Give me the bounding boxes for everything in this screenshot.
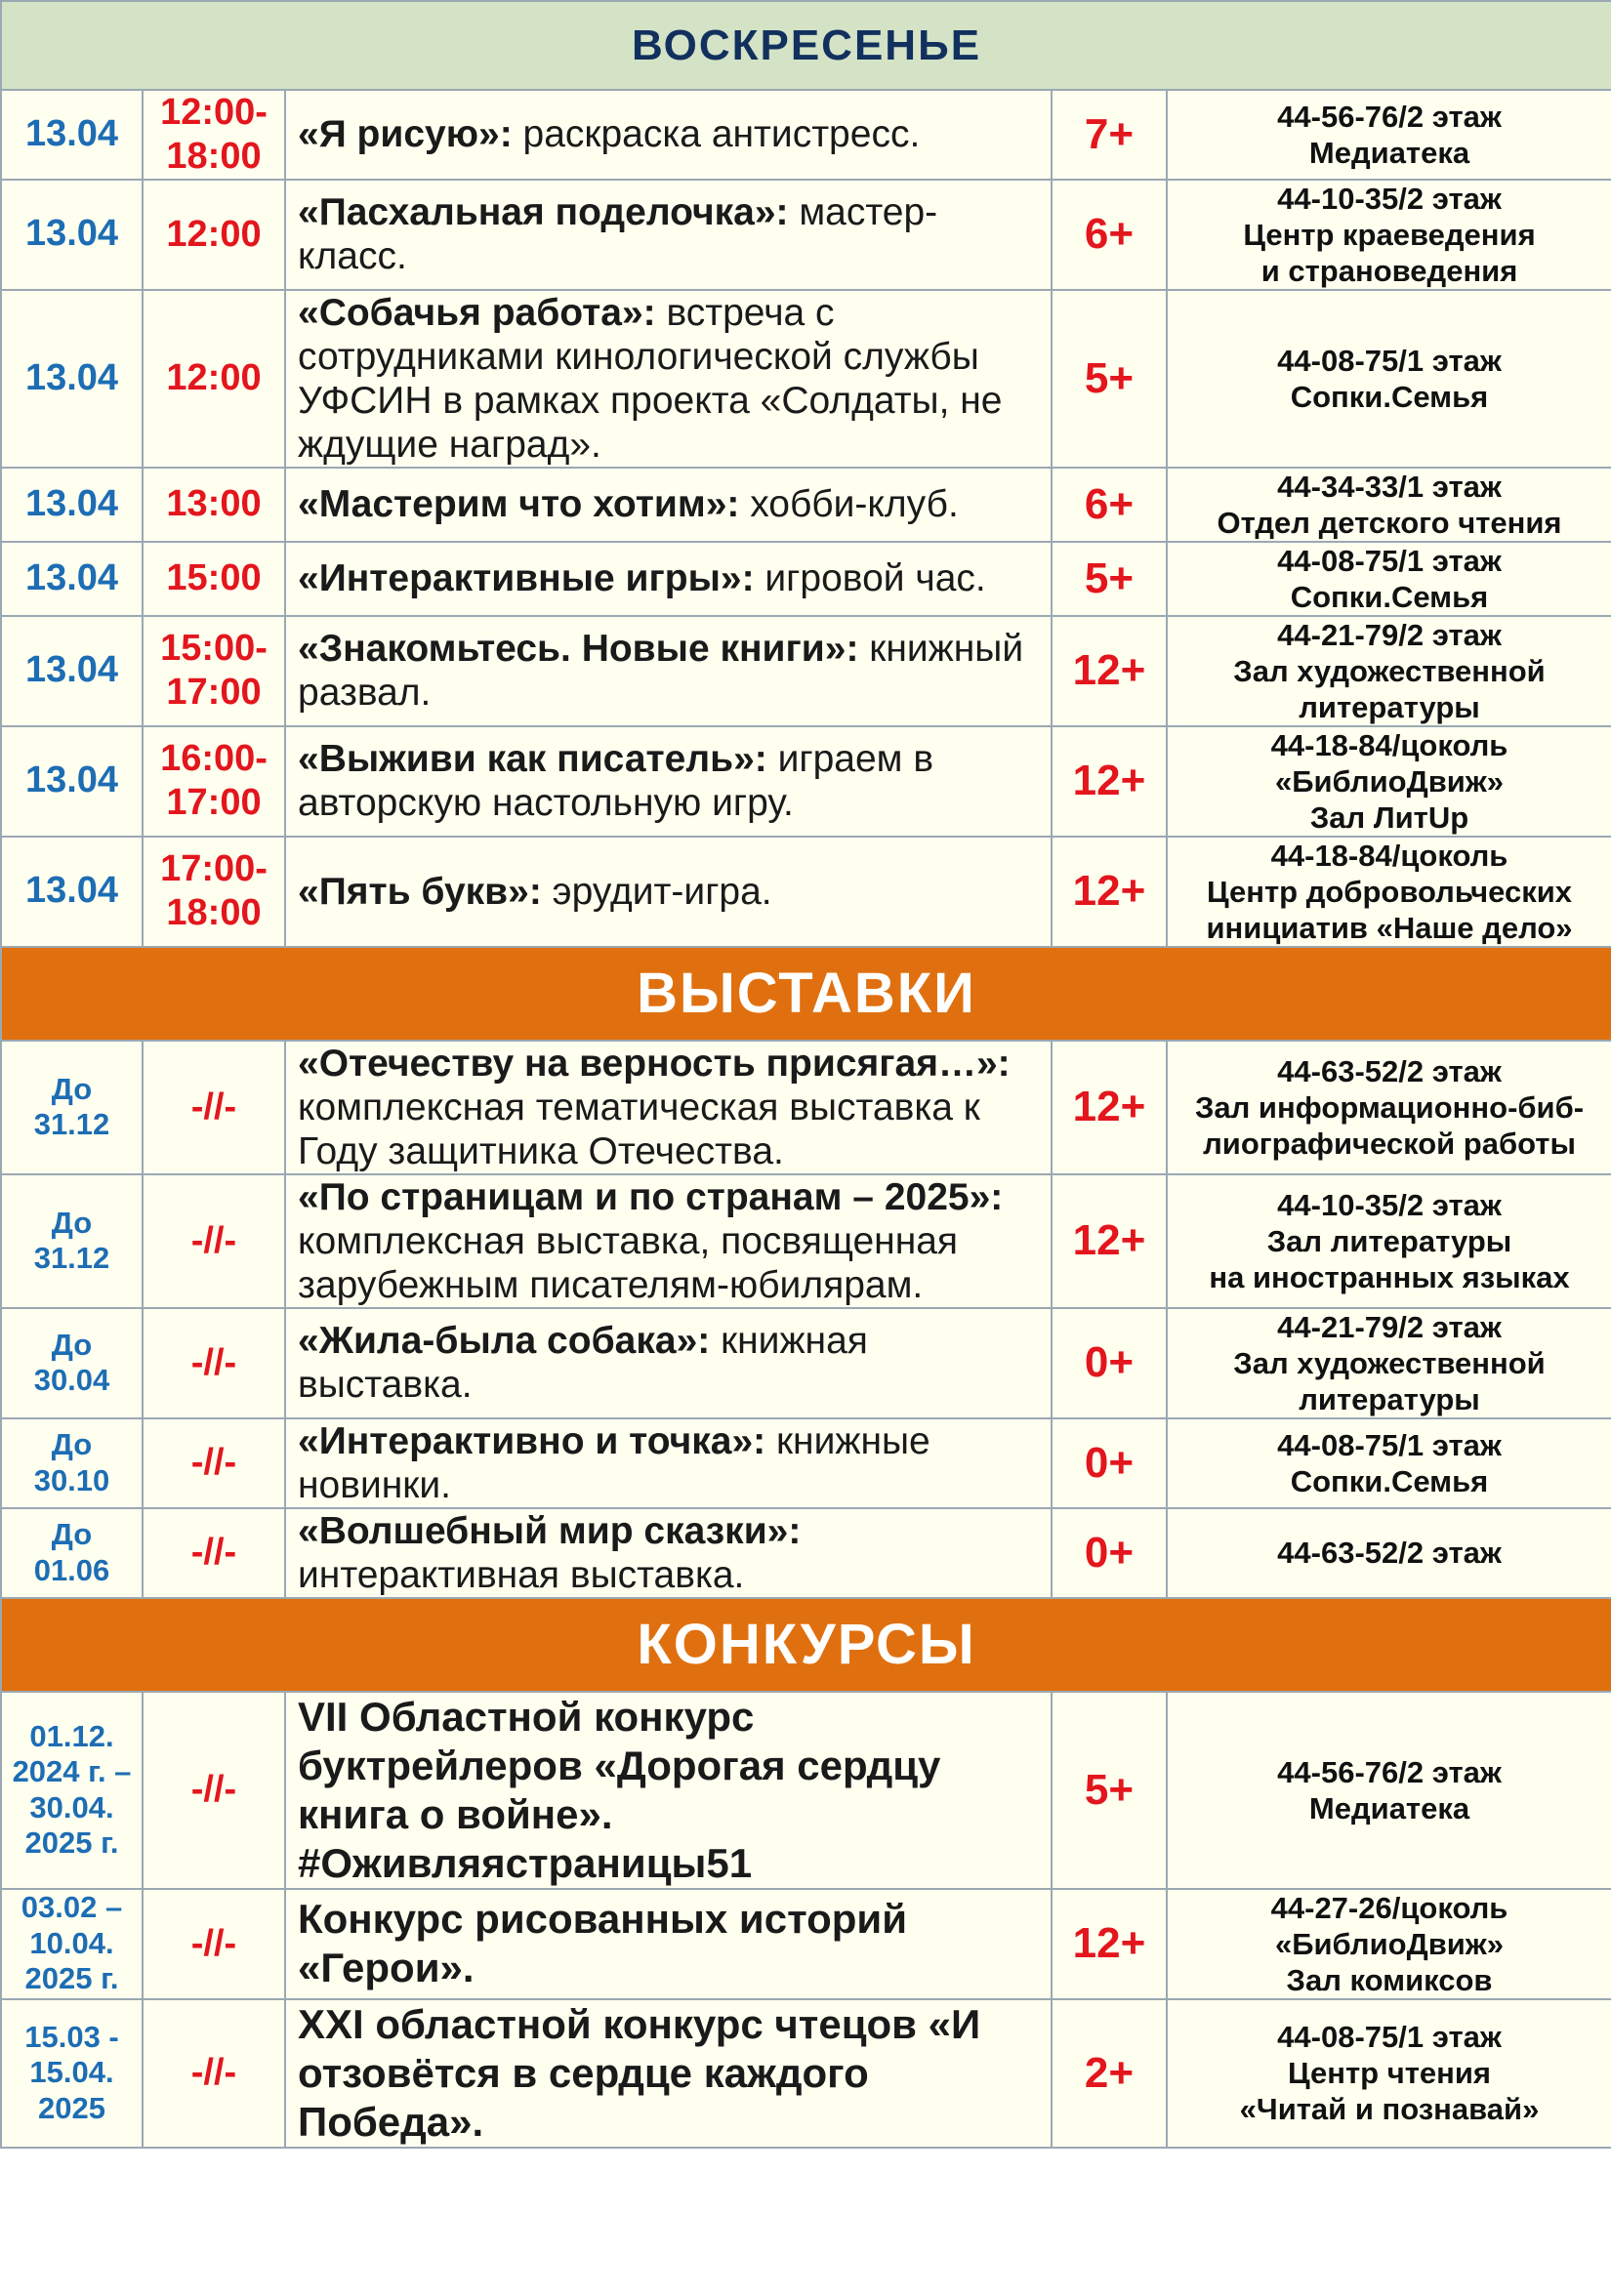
section-header-sunday <box>1 1 1611 90</box>
date-line: 30.10 <box>33 1462 110 1497</box>
exhibition-time: -//- <box>143 1508 285 1598</box>
exhibition-location <box>1167 1308 1611 1418</box>
location-line: Сопки.Семья <box>1290 1463 1489 1498</box>
event-title: «Собачья работа»: <box>298 291 656 334</box>
event-description <box>285 290 1052 468</box>
time-line: 12:00 <box>166 357 262 399</box>
date-line: 03.02 – <box>21 1890 123 1925</box>
event-description <box>285 90 1052 180</box>
location-line: Зал художественной <box>1233 1345 1546 1380</box>
location-line: 44-10-35/2 этаж <box>1277 181 1502 216</box>
location-line: Зал литературы <box>1266 1223 1512 1258</box>
location-line: 44-08-75/1 этаж <box>1277 543 1502 578</box>
event-location <box>1167 180 1611 290</box>
date-line: 31.12 <box>33 1241 110 1276</box>
date-line: 15.04. <box>29 2055 114 2090</box>
age-rating: 6+ <box>1052 180 1167 290</box>
event-description: VII Областной конкурс буктрейлеров «Дорогая сердцу книга о войне». #Оживляястраницы51 <box>285 1692 1052 1889</box>
location-line: Зал художественной <box>1233 653 1546 688</box>
event-time <box>143 837 285 947</box>
age-rating: 7+ <box>1052 90 1167 180</box>
location-line: литературы <box>1299 689 1480 724</box>
event-date: 13.04 <box>1 290 143 468</box>
section-header-exhibitions <box>1 947 1611 1041</box>
event-details: эрудит-игра. <box>541 870 772 913</box>
date-line: До <box>51 1205 93 1240</box>
age-rating: 5+ <box>1052 1692 1167 1889</box>
contest-row <box>1 1889 1611 1999</box>
contest-location <box>1167 1692 1611 1889</box>
date-line: 31.12 <box>33 1107 110 1142</box>
event-details: игровой час. <box>754 557 986 600</box>
age-rating: 2+ <box>1052 1999 1167 2148</box>
age-rating: 12+ <box>1052 1041 1167 1174</box>
date-line: 15.03 - <box>24 2019 119 2054</box>
event-title: «Мастерим что хотим»: <box>298 483 740 526</box>
location-line: 44-21-79/2 этаж <box>1277 1309 1502 1344</box>
event-description: Конкурс рисованных историй «Герои». <box>285 1889 1052 1999</box>
section-title: ВОСКРЕСЕНЬЕ <box>1 1 1611 90</box>
date-line: До <box>51 1327 93 1362</box>
event-details: комплексная тематическая выставка к Году защитника Отечества. <box>298 1086 980 1172</box>
date-line: До <box>51 1517 93 1552</box>
section-title: ВЫСТАВКИ <box>1 947 1611 1041</box>
contest-location <box>1167 1889 1611 1999</box>
event-title: «Волшебный мир сказки»: <box>298 1509 802 1552</box>
event-details: книжный развал. <box>298 628 1024 715</box>
location-line: литературы <box>1299 1381 1480 1416</box>
age-rating: 12+ <box>1052 1889 1167 1999</box>
location-line: 44-56-76/2 этаж <box>1277 99 1502 134</box>
location-line: 44-08-75/1 этаж <box>1277 343 1502 378</box>
location-line: Медиатека <box>1308 135 1470 170</box>
age-rating: 5+ <box>1052 290 1167 468</box>
time-line: 16:00- <box>160 738 268 780</box>
event-details: встреча с сотрудниками кинологической службы УФСИН в рамках проекта «Солдаты, не ждущие наград». <box>298 291 1003 466</box>
location-line: Отдел детского чтения <box>1217 505 1562 540</box>
date-line: 01.06 <box>33 1552 110 1587</box>
exhibition-time: -//- <box>143 1418 285 1508</box>
location-line: 44-18-84/цоколь <box>1270 727 1508 762</box>
event-date: 13.04 <box>1 180 143 290</box>
contest-time: -//- <box>143 1692 285 1889</box>
exhibition-row <box>1 1174 1611 1308</box>
event-details: хобби-клуб. <box>739 483 959 526</box>
event-time <box>143 90 285 180</box>
event-description <box>285 1174 1052 1308</box>
event-location <box>1167 468 1611 542</box>
contest-row <box>1 1692 1611 1889</box>
event-date: 13.04 <box>1 726 143 837</box>
location-line: 44-34-33/1 этаж <box>1277 469 1502 504</box>
age-rating: 0+ <box>1052 1308 1167 1418</box>
location-line: Центр чтения <box>1288 2056 1492 2091</box>
event-date: 13.04 <box>1 542 143 616</box>
location-line: Медиатека <box>1308 1790 1470 1825</box>
date-line: 30.04 <box>33 1363 110 1398</box>
exhibition-location <box>1167 1174 1611 1308</box>
event-details: раскраска антистресс. <box>512 113 921 156</box>
time-line: 18:00 <box>166 892 262 934</box>
event-title: «Жила-была собака»: <box>298 1320 711 1363</box>
date-line: 2025 г. <box>24 1961 119 1996</box>
event-description <box>285 837 1052 947</box>
date-line: 10.04. <box>29 1925 114 1960</box>
contest-time: -//- <box>143 1999 285 2148</box>
date-line: До <box>51 1071 93 1106</box>
event-row <box>1 616 1611 726</box>
time-line: 17:00 <box>166 672 262 714</box>
event-location <box>1167 90 1611 180</box>
event-title: «Знакомьтесь. Новые книги»: <box>298 628 859 671</box>
exhibition-row <box>1 1041 1611 1174</box>
event-title: «Пасхальная поделочка»: <box>298 191 789 234</box>
exhibition-row <box>1 1418 1611 1508</box>
time-line: 12:00 <box>166 213 262 255</box>
age-rating: 12+ <box>1052 726 1167 837</box>
location-line: 44-63-52/2 этаж <box>1277 1053 1502 1088</box>
event-time <box>143 542 285 616</box>
contest-location <box>1167 1999 1611 2148</box>
event-location <box>1167 542 1611 616</box>
time-line: 15:00 <box>166 557 262 599</box>
event-title: «Выживи как писатель»: <box>298 738 767 781</box>
location-line: инициатив «Наше дело» <box>1206 910 1573 945</box>
event-details: книжная выставка. <box>298 1320 868 1407</box>
event-time <box>143 616 285 726</box>
event-description <box>285 1508 1052 1598</box>
event-title: «Пять букв»: <box>298 870 542 913</box>
contest-dates <box>1 1999 143 2148</box>
event-row <box>1 180 1611 290</box>
event-description <box>285 180 1052 290</box>
event-date: 13.04 <box>1 837 143 947</box>
event-time <box>143 726 285 837</box>
event-details: мастер-класс. <box>298 191 938 278</box>
location-line: «БиблиоДвиж» <box>1274 763 1505 799</box>
event-row <box>1 90 1611 180</box>
section-title: КОНКУРСЫ <box>1 1598 1611 1692</box>
event-title: «Интерактивные игры»: <box>298 557 755 600</box>
contest-dates <box>1 1889 143 1999</box>
event-row <box>1 542 1611 616</box>
date-line: 30.04. <box>29 1789 114 1824</box>
location-line: Сопки.Семья <box>1290 379 1489 414</box>
event-date: 13.04 <box>1 616 143 726</box>
date-line: 2025 г. <box>24 1825 119 1861</box>
exhibition-date <box>1 1418 143 1508</box>
exhibition-time: -//- <box>143 1308 285 1418</box>
location-line: Зал ЛитUp <box>1309 800 1469 835</box>
event-date: 13.04 <box>1 90 143 180</box>
location-line: «Читай и познавай» <box>1239 2092 1540 2127</box>
event-date: 13.04 <box>1 468 143 542</box>
event-title: «Отечеству на верность присягая…»: <box>298 1042 1011 1085</box>
section-header-contests <box>1 1598 1611 1692</box>
location-line: «БиблиоДвиж» <box>1274 1926 1505 1961</box>
location-line: 44-63-52/2 этаж <box>1277 1536 1502 1571</box>
event-title: «По страницам и по странам – 2025»: <box>298 1175 1004 1218</box>
exhibition-time: -//- <box>143 1174 285 1308</box>
location-line: Зал комиксов <box>1286 1962 1493 1997</box>
event-title: «Интерактивно и точка»: <box>298 1419 766 1462</box>
date-line: До <box>51 1427 93 1462</box>
age-rating: 5+ <box>1052 542 1167 616</box>
location-line: 44-21-79/2 этаж <box>1277 617 1502 652</box>
age-rating: 6+ <box>1052 468 1167 542</box>
event-location <box>1167 726 1611 837</box>
location-line: 44-27-26/цоколь <box>1270 1890 1508 1925</box>
location-line: Зал информационно-биб- <box>1194 1089 1585 1125</box>
event-row <box>1 726 1611 837</box>
location-line: Центр добровольческих <box>1206 874 1573 909</box>
exhibition-time: -//- <box>143 1041 285 1174</box>
event-description <box>285 1418 1052 1508</box>
event-description: XXI областной конкурс чтецов «И отзовётся в сердце каждого Победа». <box>285 1999 1052 2148</box>
event-row <box>1 290 1611 468</box>
event-location <box>1167 837 1611 947</box>
location-line: 44-18-84/цоколь <box>1270 838 1508 873</box>
event-title: «Я рисую»: <box>298 113 513 156</box>
event-details: комплексная выставка, посвященная зарубежным писателям-юбилярам. <box>298 1219 959 1306</box>
age-rating: 0+ <box>1052 1508 1167 1598</box>
time-line: 15:00- <box>160 628 268 670</box>
location-line: Сопки.Семья <box>1290 579 1489 614</box>
event-time <box>143 290 285 468</box>
time-line: 13:00 <box>166 483 262 525</box>
location-line: 44-08-75/1 этаж <box>1277 1427 1502 1462</box>
exhibition-date <box>1 1174 143 1308</box>
location-line: 44-10-35/2 этаж <box>1277 1187 1502 1222</box>
time-line: 18:00 <box>166 135 262 177</box>
exhibition-row <box>1 1308 1611 1418</box>
location-line: на иностранных языках <box>1209 1259 1570 1294</box>
exhibition-location <box>1167 1041 1611 1174</box>
location-line: 44-56-76/2 этаж <box>1277 1754 1502 1789</box>
exhibition-date <box>1 1041 143 1174</box>
exhibition-date <box>1 1508 143 1598</box>
location-line: Центр краеведения <box>1243 217 1536 252</box>
event-description <box>285 726 1052 837</box>
event-description <box>285 1308 1052 1418</box>
event-row <box>1 837 1611 947</box>
event-description <box>285 542 1052 616</box>
event-description <box>285 468 1052 542</box>
event-details: интерактивная выставка. <box>298 1553 745 1596</box>
age-rating: 12+ <box>1052 837 1167 947</box>
time-line: 17:00- <box>160 848 268 890</box>
date-line: 2024 г. – <box>12 1754 132 1789</box>
event-location <box>1167 616 1611 726</box>
time-line: 17:00 <box>166 782 262 824</box>
age-rating: 12+ <box>1052 616 1167 726</box>
event-time <box>143 180 285 290</box>
event-time <box>143 468 285 542</box>
age-rating: 0+ <box>1052 1418 1167 1508</box>
location-line: 44-08-75/1 этаж <box>1277 2020 1502 2055</box>
exhibition-date <box>1 1308 143 1418</box>
event-description <box>285 616 1052 726</box>
location-line: лиографической работы <box>1203 1126 1576 1161</box>
age-rating: 12+ <box>1052 1174 1167 1308</box>
time-line: 12:00- <box>160 92 268 133</box>
event-row <box>1 468 1611 542</box>
exhibition-location <box>1167 1508 1611 1598</box>
location-line: и страноведения <box>1260 253 1518 288</box>
event-description <box>285 1041 1052 1174</box>
exhibition-row <box>1 1508 1611 1598</box>
date-line: 2025 <box>38 2090 105 2125</box>
date-line: 01.12. <box>29 1718 114 1753</box>
contest-time: -//- <box>143 1889 285 1999</box>
contest-row <box>1 1999 1611 2148</box>
exhibition-location <box>1167 1418 1611 1508</box>
contest-dates <box>1 1692 143 1889</box>
event-location <box>1167 290 1611 468</box>
event-details: книжные новинки. <box>298 1419 930 1506</box>
event-details: играем в авторскую настольную игру. <box>298 738 934 825</box>
